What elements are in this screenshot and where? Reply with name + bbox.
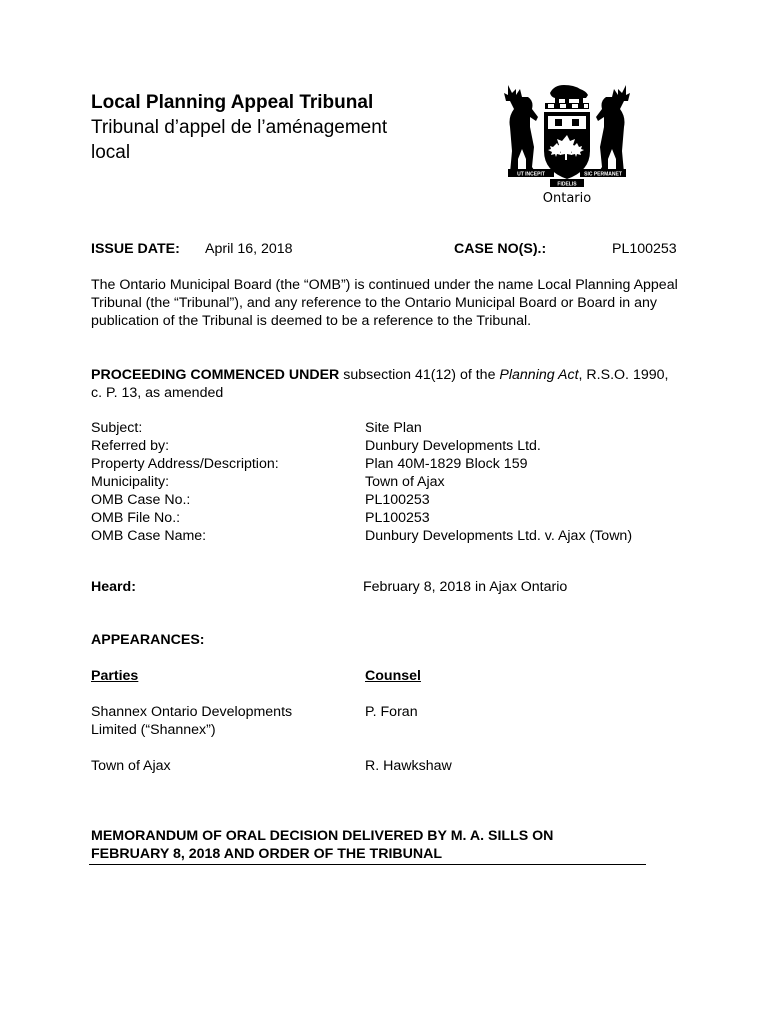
motto-center: FIDELIS bbox=[557, 181, 577, 188]
proceeding-text-1: subsection 41(12) of the bbox=[339, 367, 500, 383]
detail-value: Plan 40M-1829 Block 159 bbox=[365, 456, 528, 472]
detail-label: OMB File No.: bbox=[91, 510, 181, 526]
motto-right: SIC PERMANET bbox=[584, 171, 622, 178]
case-details-table bbox=[91, 419, 711, 545]
proceeding-lead: PROCEEDING COMMENCED UNDER bbox=[91, 367, 340, 383]
tribunal-title-english: Local Planning Appeal Tribunal bbox=[91, 92, 374, 113]
detail-label: Subject: bbox=[91, 420, 143, 436]
case-number-value: PL100253 bbox=[612, 241, 677, 257]
planning-act-name: Planning Act bbox=[499, 367, 579, 383]
parties-column-header: Parties bbox=[91, 668, 139, 684]
detail-row bbox=[91, 419, 711, 437]
appearances-heading: APPEARANCES: bbox=[91, 632, 205, 648]
issue-date-value: April 16, 2018 bbox=[205, 241, 293, 257]
party-name: Town of Ajax bbox=[91, 758, 171, 774]
detail-value: PL100253 bbox=[365, 492, 430, 508]
detail-label: Referred by: bbox=[91, 438, 170, 454]
detail-value: PL100253 bbox=[365, 510, 430, 526]
bear-icon bbox=[550, 85, 588, 104]
issue-date-label: ISSUE DATE: bbox=[91, 241, 180, 257]
detail-value: Town of Ajax bbox=[365, 474, 445, 490]
detail-label: Municipality: bbox=[91, 474, 170, 490]
heading-divider bbox=[89, 864, 646, 865]
party-name: Shannex Ontario Developments Limited (“Shannex”) bbox=[91, 704, 293, 738]
proceeding-statement bbox=[91, 366, 681, 402]
detail-row bbox=[91, 509, 711, 527]
detail-value: Dunbury Developments Ltd. bbox=[365, 438, 541, 454]
ontario-coat-of-arms-logo bbox=[500, 79, 634, 207]
counsel-name: R. Hawkshaw bbox=[365, 758, 452, 774]
detail-value: Site Plan bbox=[365, 420, 422, 436]
detail-label: OMB Case Name: bbox=[91, 528, 207, 544]
omb-continuation-notice: The Ontario Municipal Board (the “OMB”) is continued under the name Local Planning Appeal Tribunal (the “Tribunal”), and any reference to the Ontario Municipal Board or Board in any publication of the Tribunal is deemed to be a reference to the Tribunal. bbox=[91, 277, 678, 329]
counsel-column-header: Counsel bbox=[365, 668, 421, 684]
detail-label: Property Address/Description: bbox=[91, 456, 279, 472]
detail-row bbox=[91, 473, 711, 491]
counsel-name: P. Foran bbox=[365, 704, 418, 720]
detail-row bbox=[91, 437, 711, 455]
detail-value: Dunbury Developments Ltd. v. Ajax (Town) bbox=[365, 528, 633, 544]
heard-label: Heard: bbox=[91, 579, 136, 595]
detail-label: OMB Case No.: bbox=[91, 492, 191, 508]
deer-icon bbox=[596, 85, 630, 173]
case-number-label: CASE NO(S).: bbox=[454, 241, 547, 257]
ontario-wordmark: Ontario bbox=[542, 191, 592, 206]
moose-icon bbox=[504, 85, 538, 173]
memorandum-heading: MEMORANDUM OF ORAL DECISION DELIVERED BY M. A. SILLS ON FEBRUARY 8, 2018 AND ORDER OF THE TRIBUNAL bbox=[91, 828, 554, 862]
detail-row bbox=[91, 455, 711, 473]
detail-row bbox=[91, 527, 711, 545]
tribunal-title-french: Tribunal d’appel de l’aménagement local bbox=[91, 117, 388, 163]
heard-value: February 8, 2018 in Ajax Ontario bbox=[363, 579, 568, 595]
detail-row bbox=[91, 491, 711, 509]
proceeding-text-2: , R.S.O. 1990, c. P. 13, as amended bbox=[91, 367, 669, 401]
motto-left: UT INCEPIT bbox=[517, 171, 545, 178]
